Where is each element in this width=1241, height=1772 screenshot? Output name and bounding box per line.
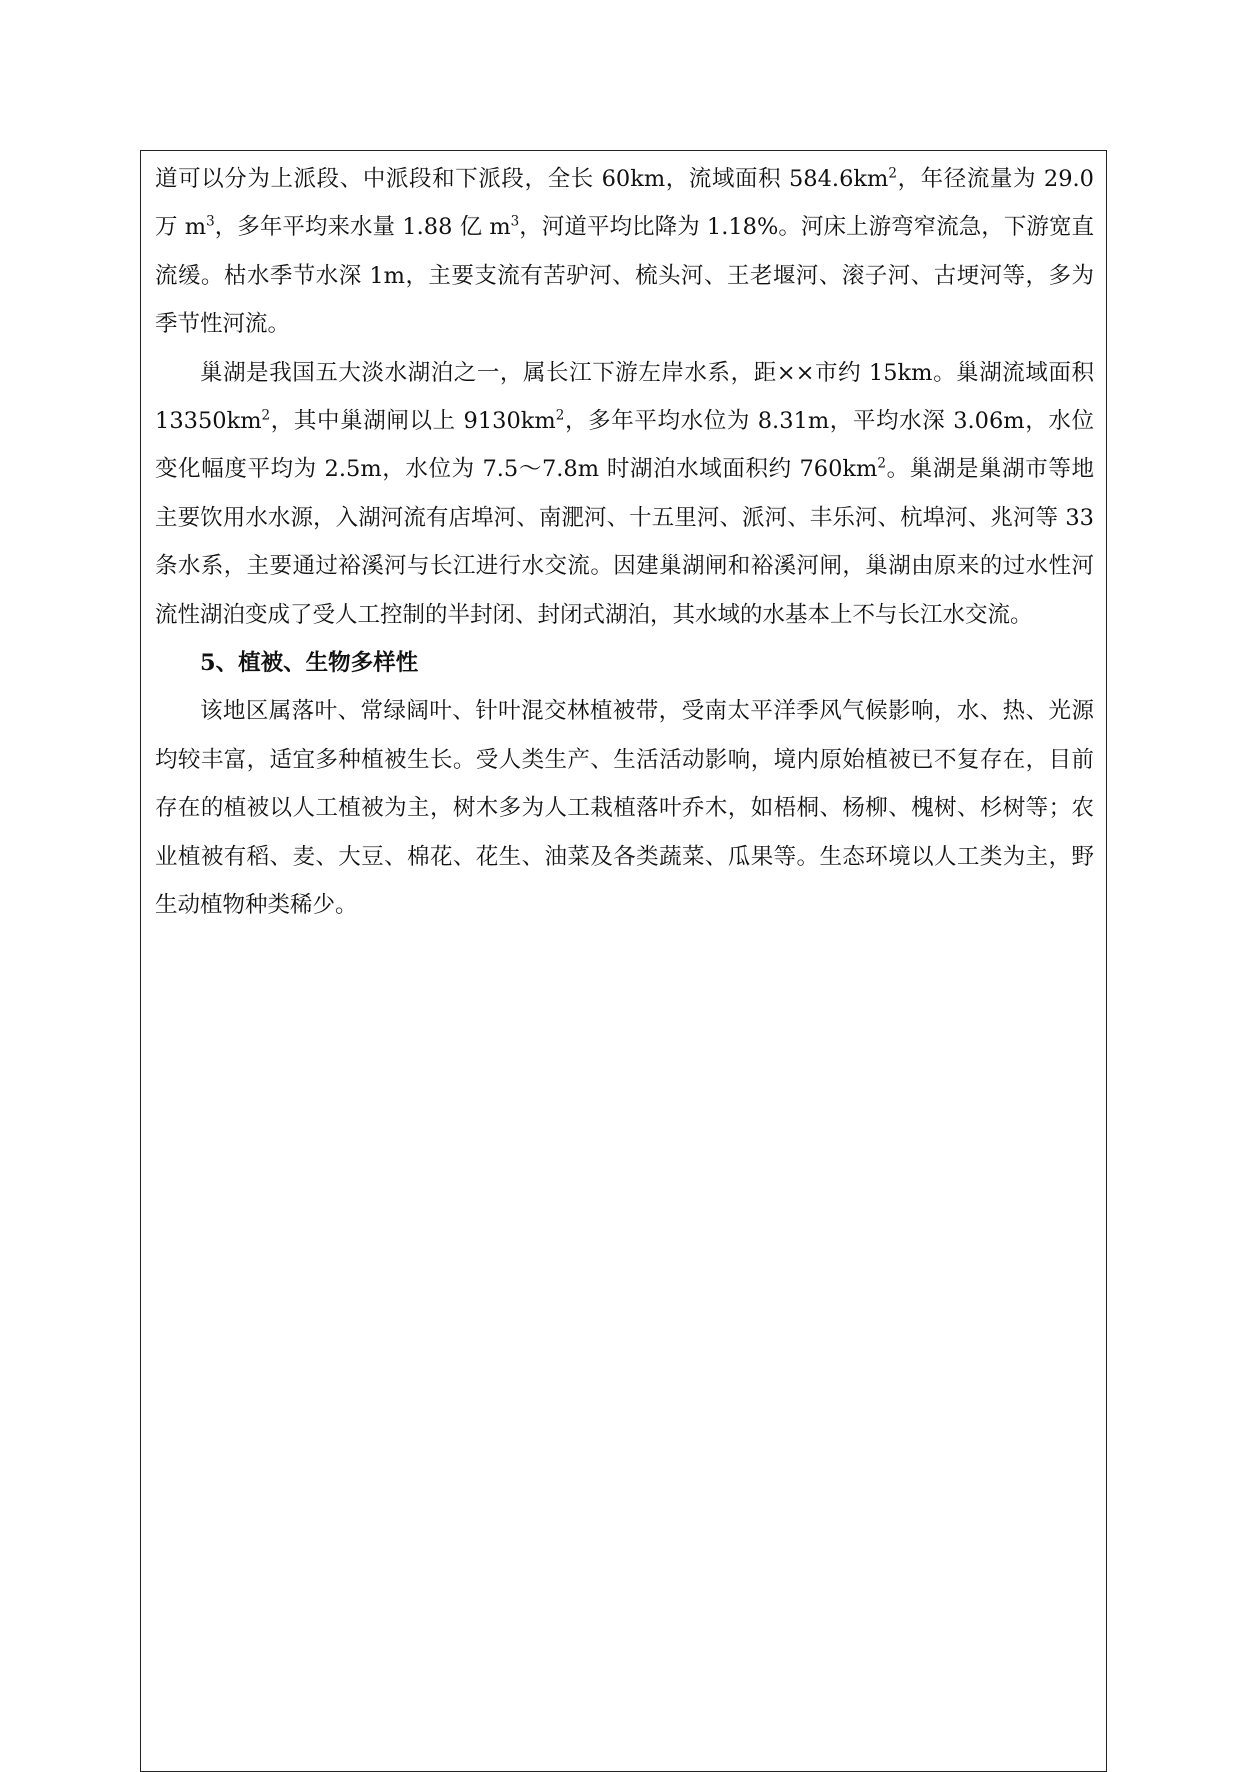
paragraph-river-description (155, 155, 1094, 349)
content-frame (140, 150, 1107, 1772)
superscript: 3 (206, 213, 215, 230)
superscript: 2 (555, 407, 565, 424)
text-segment: ，多年平均来水量 1.88 亿 m (214, 214, 511, 241)
document-body (155, 155, 1094, 930)
superscript: 2 (888, 165, 897, 182)
section-heading: 5、植被、生物多样性 (200, 650, 419, 677)
superscript: 3 (510, 213, 520, 230)
text-segment: ，其中巢湖闸以上 9130km (270, 408, 556, 435)
text-segment: 。巢湖是巢湖市等地主要饮用水水源，入湖河流有店埠河、南淝河、十五里河、派河、丰乐河、杭埠河、兆河等 33 条水系，主要通过裕溪河与长江进行水交流。因建巢湖闸和裕溪河闸，巢湖由原来的过水性河流性湖泊变成了受人工控制的半封闭、封闭式湖泊，其水域的水基本上不与长江水交流。 (155, 456, 1094, 628)
text-segment: 巢湖是我国五大淡水湖泊之一，属长江下游左岸水系，距××市约 15km。巢湖流域面积 13350km (155, 359, 1094, 435)
text-segment: 道可以分为上派段、中派段和下派段，全长 60km，流域面积 584.6km (155, 166, 889, 192)
superscript: 2 (877, 455, 886, 472)
paragraph-chaohu-lake (155, 349, 1094, 639)
text-segment: ，多年平均水位为 8.31m，平均水深 3.06m，水位变化幅度平均为 2.5m，水位为 7.5～7.8m 时湖泊水域面积约 760km (155, 408, 1094, 483)
text-segment: ，河道平均比降为 1.18%。河床上游弯窄流急，下游宽直流缓。枯水季节水深 1m，主要支流有苦驴河、梳头河、王老堰河、滚子河、古埂河等，多为季节性河流。 (155, 214, 1094, 338)
superscript: 2 (261, 407, 271, 424)
text-segment: ，年径流量为 29.0 万 m (155, 166, 1094, 241)
paragraph-vegetation: 该地区属落叶、常绿阔叶、针叶混交林植被带，受南太平洋季风气候影响，水、热、光源均较丰富，适宜多种植被生长。受人类生产、生活活动影响，境内原始植被已不复存在，目前存在的植被以人工植被为主，树木多为人工栽植落叶乔木，如梧桐、杨柳、槐树、杉树等；农业植被有稻、麦、大豆、棉花、花生、油菜及各类蔬菜、瓜果等。生态环境以人工类为主，野生动植物种类稀少。 (155, 698, 1094, 919)
